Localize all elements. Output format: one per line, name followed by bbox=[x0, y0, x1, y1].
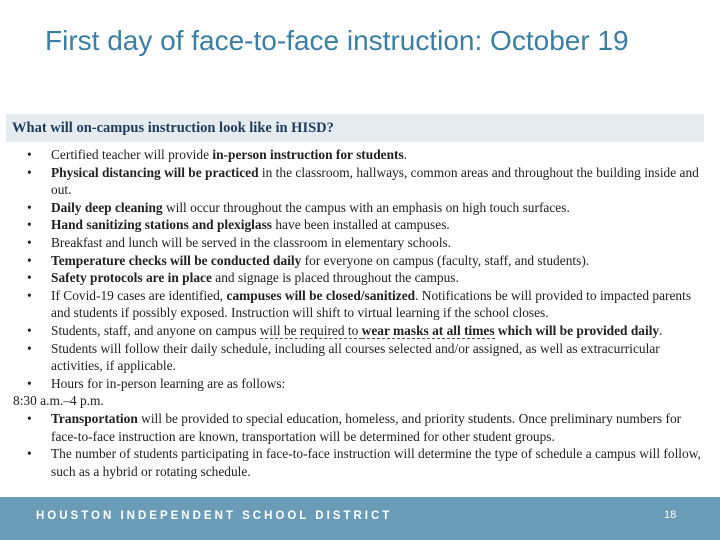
list-item bbox=[6, 287, 704, 322]
item-text: Certified teacher will provide bbox=[51, 147, 213, 162]
list-item bbox=[6, 410, 704, 445]
item-bold-text: Daily deep cleaning bbox=[51, 199, 163, 215]
bullet-icon: • bbox=[27, 410, 32, 426]
item-bold-text: which will be provided daily bbox=[494, 322, 660, 338]
item-text: Students, staff, and anyone on campus bbox=[51, 322, 260, 338]
bullet-icon: • bbox=[27, 340, 32, 356]
list-item bbox=[6, 340, 704, 375]
list-item bbox=[6, 199, 704, 217]
bullet-icon: • bbox=[27, 287, 32, 303]
item-underlined-text: will be required to bbox=[259, 322, 362, 338]
hours-text: 8:30 a.m.–4 p.m. bbox=[13, 393, 104, 409]
footer-bar bbox=[0, 497, 720, 540]
bullet-icon: • bbox=[27, 270, 32, 286]
bullet-icon: • bbox=[27, 234, 32, 250]
item-text: . bbox=[403, 147, 408, 162]
question-heading: What will on-campus instruction look like in HISD? bbox=[6, 114, 704, 142]
bullet-icon: • bbox=[27, 147, 32, 162]
list-item bbox=[6, 445, 704, 480]
bullet-icon: • bbox=[27, 252, 32, 268]
item-text: . Notifications be will provided to impacted parents and students if possibly exposed. Instruction will shift to virtual learning if the school closes. bbox=[51, 287, 692, 321]
bullet-icon: • bbox=[27, 446, 32, 462]
item-text: in the classroom, hallways, common areas and throughout the building inside and out. bbox=[51, 164, 699, 198]
item-text: and signage is placed throughout the campus. bbox=[211, 270, 459, 286]
list-item-continuation bbox=[0, 392, 704, 410]
item-text: will be provided to special education, homeless, and priority students. Once preliminary numbers for face-to-face instruction are known, transportation will be determined for other student groups. bbox=[51, 410, 682, 444]
item-text: have been installed at campuses. bbox=[272, 217, 450, 233]
item-text: . bbox=[659, 322, 663, 338]
item-bold-text: Safety protocols are in place bbox=[51, 270, 212, 286]
item-text: Students will follow their daily schedule, including all courses selected and/or assigned, as well as extracurricular activities, if applicable. bbox=[51, 340, 660, 374]
bullet-icon: • bbox=[27, 199, 32, 215]
item-bold-text: in-person instruction for students bbox=[212, 147, 404, 162]
item-bold-text: Transportation bbox=[51, 410, 138, 426]
item-bold-text: campuses will be closed/sanitized bbox=[226, 287, 416, 303]
item-text: Hours for in-person learning are as follows: bbox=[51, 375, 286, 391]
list-item bbox=[6, 252, 704, 270]
list-item bbox=[6, 375, 704, 393]
bullet-icon: • bbox=[27, 217, 32, 233]
page-number: 18 bbox=[664, 509, 677, 521]
item-bold-text: Temperature checks will be conducted daily bbox=[51, 252, 302, 268]
list-item bbox=[6, 269, 704, 287]
bullet-icon: • bbox=[27, 164, 32, 180]
item-bold-text: Hand sanitizing stations and plexiglass bbox=[51, 217, 273, 233]
list-item bbox=[6, 164, 704, 199]
slide-title: First day of face-to-face instruction: October 19 bbox=[45, 25, 629, 56]
content-area bbox=[6, 114, 704, 480]
item-text: will occur throughout the campus with an emphasis on high touch surfaces. bbox=[162, 199, 570, 215]
list-item bbox=[6, 216, 704, 234]
bullet-list bbox=[6, 146, 704, 480]
bullet-icon: • bbox=[27, 375, 32, 391]
item-text: If Covid-19 cases are identified, bbox=[51, 287, 227, 303]
list-item bbox=[6, 146, 704, 164]
item-bold-underlined-text: wear masks at all times bbox=[361, 322, 495, 338]
bullet-icon: • bbox=[27, 322, 32, 338]
district-name: HOUSTON INDEPENDENT SCHOOL DISTRICT bbox=[36, 510, 393, 522]
item-text: Breakfast and lunch will be served in the classroom in elementary schools. bbox=[51, 234, 452, 250]
list-item bbox=[6, 234, 704, 252]
item-bold-text: Physical distancing will be practiced bbox=[51, 164, 259, 180]
list-item bbox=[6, 322, 704, 340]
item-text: for everyone on campus (faculty, staff, and students). bbox=[301, 252, 590, 268]
item-text: The number of students participating in face-to-face instruction will determine the type of schedule a campus will follow, such as a hybrid or rotating schedule. bbox=[51, 446, 701, 479]
